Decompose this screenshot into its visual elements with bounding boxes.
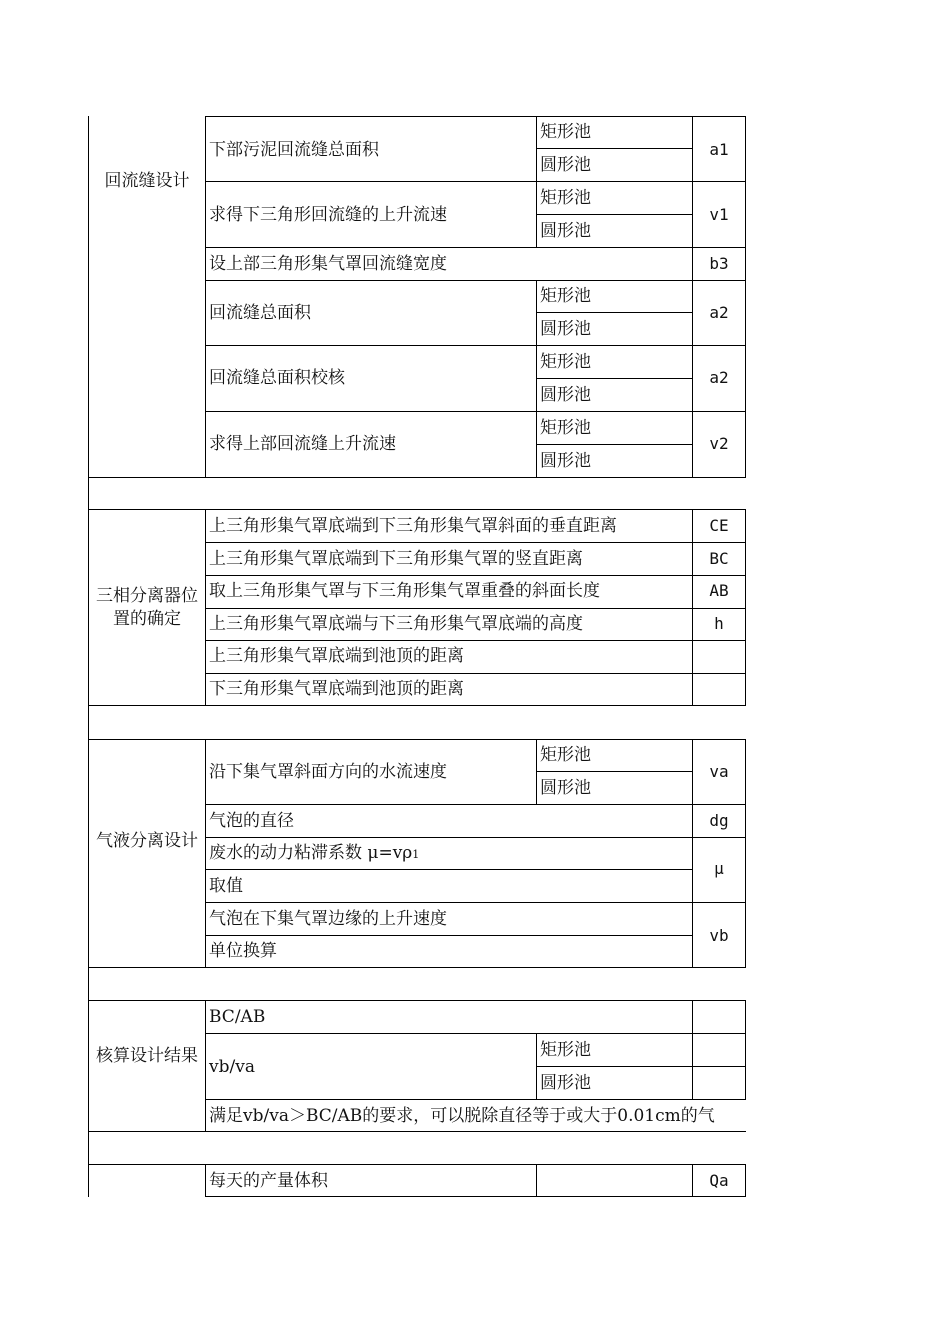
row-description: 回流缝总面积校核 bbox=[209, 368, 345, 388]
row-description: 下三角形集气罩底端到池顶的距离 bbox=[209, 679, 464, 699]
shape-label-circle: 圆形池 bbox=[540, 319, 591, 339]
row-description: 取值 bbox=[209, 876, 243, 896]
row-description: 上三角形集气罩底端到下三角形集气罩斜面的垂直距离 bbox=[209, 516, 617, 536]
row-symbol: v2 bbox=[709, 434, 729, 453]
row-description bbox=[209, 843, 419, 865]
shape-label-circle: 圆形池 bbox=[540, 1073, 591, 1093]
shape-label-circle: 圆形池 bbox=[540, 385, 591, 405]
row-description: 求得上部回流缝上升流速 bbox=[209, 434, 396, 454]
row-description: 设上部三角形集气罩回流缝宽度 bbox=[209, 254, 447, 274]
row-description: 满足vb/va＞BC/AB的要求，可以脱除直径等于或大于0.01cm的气 bbox=[209, 1106, 715, 1126]
row-symbol: μ bbox=[714, 859, 724, 878]
row-description: 上三角形集气罩底端到池顶的距离 bbox=[209, 646, 464, 666]
row-description: vb/va bbox=[209, 1057, 255, 1077]
shape-label-circle: 圆形池 bbox=[540, 221, 591, 241]
row-symbol: b3 bbox=[709, 254, 729, 273]
section-title: 回流缝设计 bbox=[104, 171, 190, 191]
shape-label-rect: 矩形池 bbox=[540, 188, 591, 208]
shape-label-circle: 圆形池 bbox=[540, 155, 591, 175]
row-description: BC/AB bbox=[209, 1007, 266, 1027]
row-symbol: v1 bbox=[709, 205, 729, 224]
row-symbol: h bbox=[714, 614, 724, 633]
row-symbol: va bbox=[709, 762, 729, 781]
row-symbol: BC bbox=[709, 549, 729, 568]
row-symbol: AB bbox=[709, 581, 729, 600]
row-symbol: vb bbox=[709, 926, 729, 945]
section-title: 三相分离器位置的确定 bbox=[96, 586, 198, 629]
row-description: 取上三角形集气罩与下三角形集气罩重叠的斜面长度 bbox=[209, 581, 600, 601]
shape-label-rect: 矩形池 bbox=[540, 122, 591, 142]
row-description: 回流缝总面积 bbox=[209, 303, 311, 323]
section-title: 气液分离设计 bbox=[96, 831, 198, 851]
shape-label-circle: 圆形池 bbox=[540, 451, 591, 471]
row-description: 每天的产量体积 bbox=[209, 1171, 328, 1191]
row-symbol: a1 bbox=[709, 140, 729, 159]
row-description: 气泡的直径 bbox=[209, 811, 294, 831]
row-description: 沿下集气罩斜面方向的水流速度 bbox=[209, 762, 447, 782]
row-description: 下部污泥回流缝总面积 bbox=[209, 140, 379, 160]
shape-label-circle: 圆形池 bbox=[540, 778, 591, 798]
shape-label-rect: 矩形池 bbox=[540, 1040, 591, 1060]
row-description: 气泡在下集气罩边缘的上升速度 bbox=[209, 909, 447, 929]
row-symbol: a2 bbox=[709, 368, 729, 387]
shape-label-rect: 矩形池 bbox=[540, 418, 591, 438]
row-description: 求得下三角形回流缝的上升流速 bbox=[209, 205, 447, 225]
row-symbol: CE bbox=[709, 516, 729, 535]
shape-label-rect: 矩形池 bbox=[540, 352, 591, 372]
row-description: 上三角形集气罩底端与下三角形集气罩底端的高度 bbox=[209, 614, 583, 634]
shape-label-rect: 矩形池 bbox=[540, 286, 591, 306]
section-title: 核算设计结果 bbox=[96, 1046, 198, 1066]
shape-label-rect: 矩形池 bbox=[540, 745, 591, 765]
row-symbol: Qa bbox=[709, 1171, 729, 1190]
viscosity-formula: 废水的动力粘滞系数 μ=vρ bbox=[209, 843, 413, 863]
row-description: 上三角形集气罩底端到下三角形集气罩的竖直距离 bbox=[209, 549, 583, 569]
row-symbol: dg bbox=[709, 811, 729, 830]
row-symbol: a2 bbox=[709, 303, 729, 322]
formula-subscript: 1 bbox=[412, 848, 420, 861]
row-description: 单位换算 bbox=[209, 941, 277, 961]
